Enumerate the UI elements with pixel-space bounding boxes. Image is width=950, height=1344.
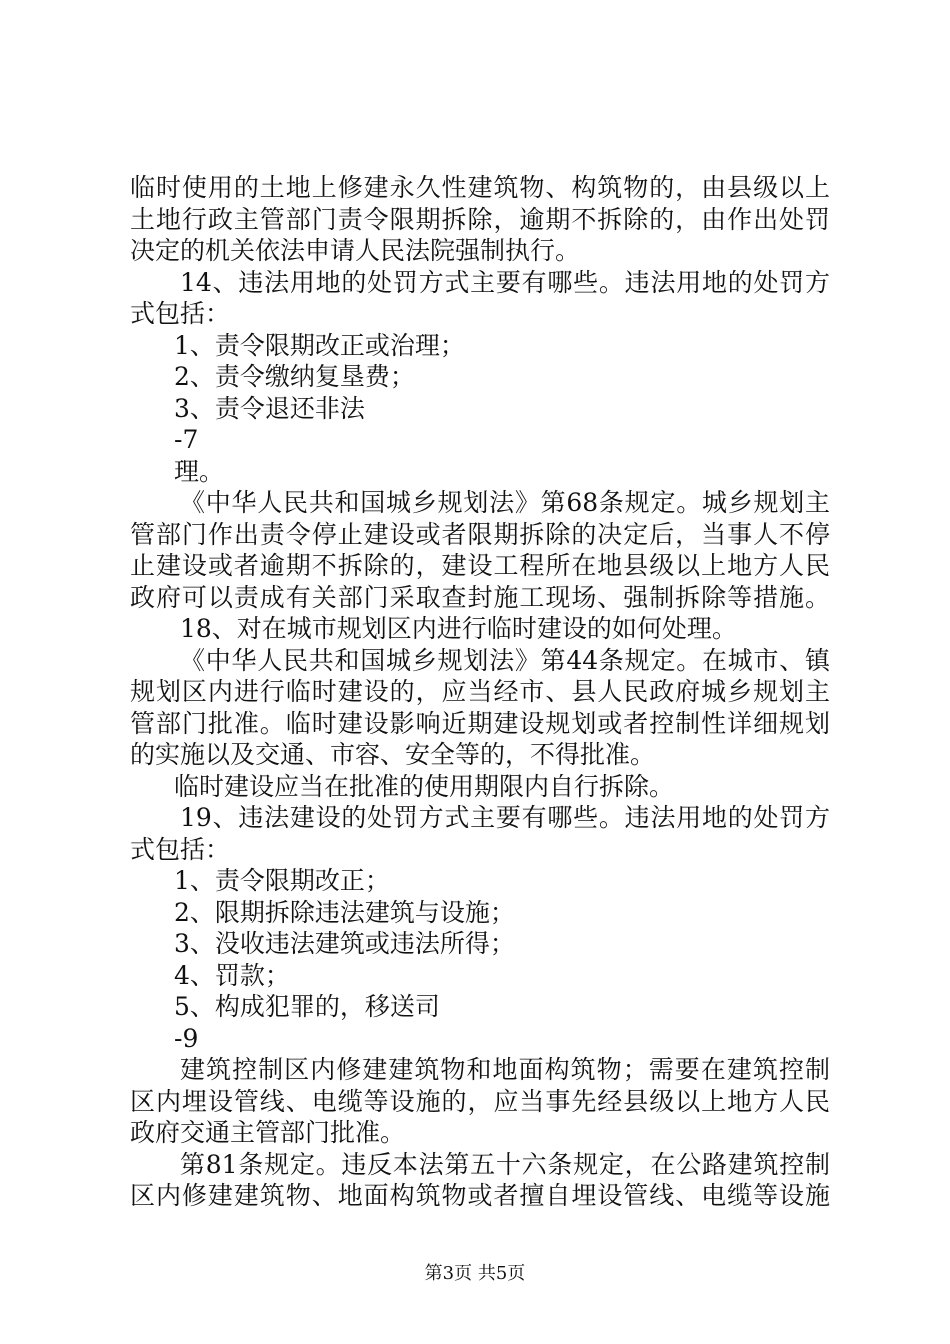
list-item: 2、责令缴纳复垦费；	[174, 362, 415, 391]
text-line: 建筑控制区内修建建筑物和地面构筑物；需要在建筑控制	[180, 1055, 830, 1084]
list-item: 4、罚款；	[174, 960, 290, 990]
page-footer	[0, 1262, 950, 1286]
text-line: 式包括：	[130, 299, 231, 328]
list-item: 1、责令限期改正或治理；	[174, 330, 465, 360]
text-line: 止建设或者逾期不拆除的，建设工程所在地县级以上地方人民	[130, 551, 830, 580]
text-line: 理。	[174, 456, 225, 486]
page-marker: -7	[174, 425, 199, 454]
text-line: 第81条规定。违反本法第五十六条规定，在公路建筑控制	[180, 1149, 830, 1179]
list-item: 3、没收违法建筑或违法所得；	[174, 929, 515, 958]
list-item: 5、构成犯罪的，移送司	[174, 992, 440, 1021]
list-item: 1、责令限期改正；	[174, 866, 390, 895]
text-line: 政府可以责成有关部门采取查封施工现场、强制拆除等措施。	[130, 582, 830, 612]
text-line: 式包括：	[130, 834, 231, 864]
text-line: 18、对在城市规划区内进行临时建设的如何处理。	[180, 614, 737, 643]
text-line: 的实施以及交通、市容、安全等的，不得批准。	[130, 740, 656, 769]
text-line: 区内埋设管线、电缆等设施的，应当事先经县级以上地方人民	[130, 1086, 830, 1116]
text-line: 管部门作出责令停止建设或者限期拆除的决定后，当事人不停	[130, 519, 830, 549]
text-line: 临时使用的土地上修建永久性建筑物、构筑物的，由县级以上	[130, 173, 830, 202]
text-line: 规划区内进行临时建设的，应当经市、县人民政府城乡规划主	[130, 677, 830, 706]
list-item: 2、限期拆除违法建筑与设施；	[174, 897, 515, 927]
page-marker: -9	[174, 1023, 199, 1053]
text-line: 《中华人民共和国城乡规划法》第68条规定。城乡规划主	[180, 488, 830, 517]
text-line: 政府交通主管部门批准。	[130, 1118, 406, 1147]
text-line: 《中华人民共和国城乡规划法》第44条规定。在城市、镇	[180, 645, 830, 675]
text-line: 决定的机关依法申请人民法院强制执行。	[130, 236, 581, 265]
text-line: 管部门批准。临时建设影响近期建设规划或者控制性详细规划	[130, 708, 830, 738]
text-line: 19、违法建设的处罚方式主要有哪些。违法用地的处罚方	[180, 803, 830, 832]
text-line: 临时建设应当在批准的使用期限内自行拆除。	[174, 771, 675, 801]
text-line: 土地行政主管部门责令限期拆除，逾期不拆除的，由作出处罚	[130, 204, 830, 234]
text-line: 区内修建建筑物、地面构筑物或者擅自埋设管线、电缆等设施	[130, 1181, 830, 1210]
document-body	[130, 172, 830, 1212]
text-line: 14、违法用地的处罚方式主要有哪些。违法用地的处罚方	[180, 267, 830, 297]
page-number: 第3页 共5页	[424, 1263, 526, 1284]
list-item: 3、责令退还非法	[174, 393, 365, 423]
